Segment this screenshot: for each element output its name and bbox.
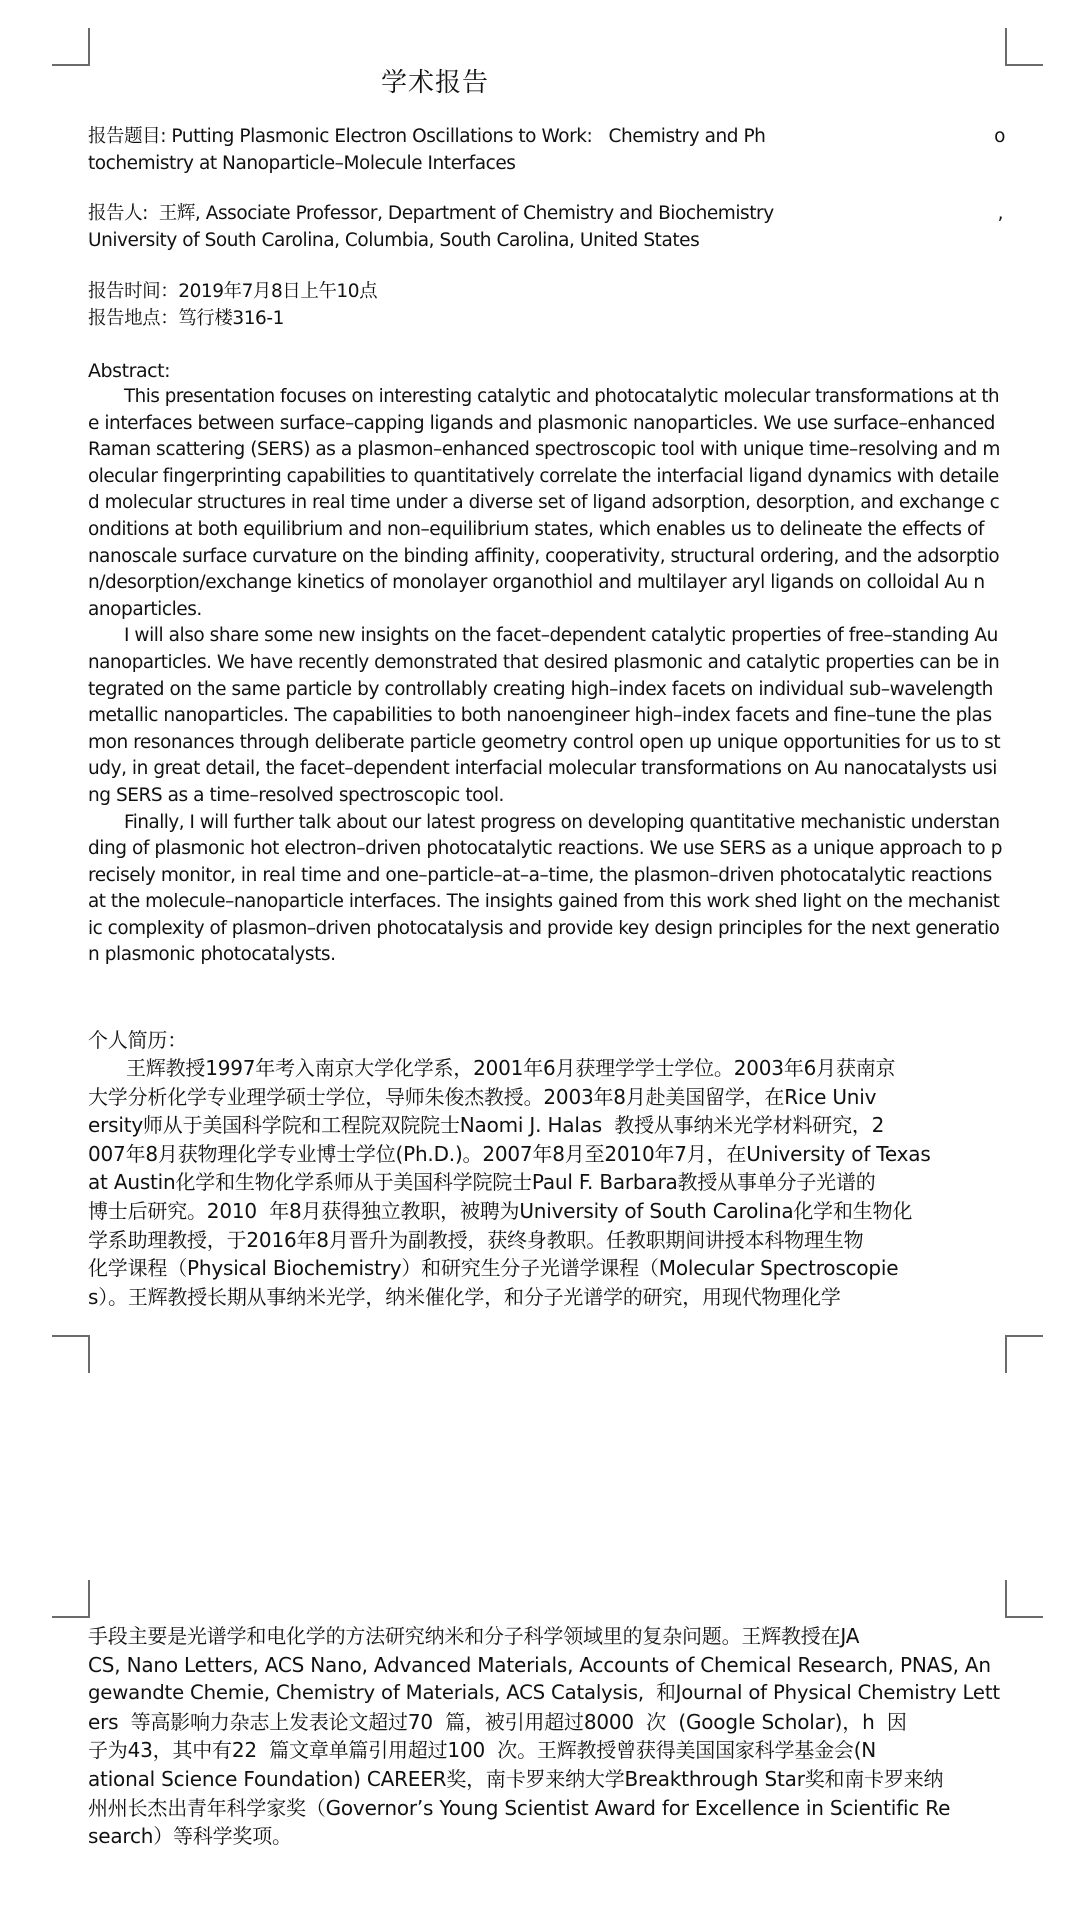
crop-mark-bottom-right (1005, 1335, 1043, 1373)
biography-heading: 个人简历： (88, 1028, 187, 1052)
abstract-line: I will also share some new insights on the facet–dependent catalytic properties of free–standing Au (124, 625, 998, 647)
abstract-line: olecular fingerprinting capabilities to quantitatively correlate the interfacial ligand dynamics with detaile (88, 465, 999, 487)
abstract-line: onditions at both equilibrium and non–equilibrium states, which enables us to delineate the effects of (88, 518, 984, 540)
biography-line: s）。王辉教授长期从事纳米光学，纳米催化学，和分子光谱学的研究，用现代物理化学 (88, 1284, 841, 1309)
abstract-line: metallic nanoparticles. The capabilities to both nanoengineer high–index facets and fine–tune the plas (88, 705, 992, 727)
crop-mark-top-left (52, 1580, 90, 1618)
biography-line: ers 等高影响力杂志上发表论文超过70 篇，被引用超过8000 次 (Google Scholar)，h 因 (88, 1709, 907, 1734)
page-title: 学术报告 (380, 68, 489, 98)
biography-line: ersity师从于美国科学院和工程院双院院士Naomi J. Halas 教授从事纳米光学材料研究，2 (88, 1113, 885, 1138)
report-time: 报告时间：2019年7月8日上午10点 (88, 281, 378, 302)
document-page-2 (0, 1580, 1080, 1920)
topic-line: 报告题目: Putting Plasmonic Electron Oscillations to Work: Chemistry and Ph (88, 126, 766, 147)
biography-line: 子为43，其中有22 篇文章单篇引用超过100 次。王辉教授曾获得美国国家科学基金会(N (88, 1738, 877, 1763)
abstract-paragraph-1 (88, 384, 1005, 623)
biography-line: 大学分析化学专业理学硕士学位，导师朱俊杰教授。2003年8月赴美国留学，在Rice Univ (88, 1084, 877, 1109)
topic-line: tochemistry at Nanoparticle–Molecule Interfaces (88, 152, 516, 174)
abstract-line: at the molecule–nanoparticle interfaces. The insights gained from this work shed light on the mechanist (88, 891, 1000, 913)
abstract-line: recisely monitor, in real time and one–particle–at–a–time, the plasmon–driven photocatalytic reactions (88, 864, 992, 886)
abstract-line: This presentation focuses on interesting catalytic and photocatalytic molecular transformations at th (124, 386, 1000, 407)
speaker-line: 报告人: 王辉, Associate Professor, Department of Chemistry and Biochemistry (88, 203, 774, 224)
abstract-heading: Abstract: (88, 360, 171, 382)
abstract-line: mon resonances through deliberate particle geometry control open up unique opportunities for us to st (88, 731, 1001, 753)
topic-trailing-char: o (994, 126, 1005, 147)
biography-line: 王辉教授1997年考入南京大学化学系，2001年6月获理学学士学位。2003年6月获南京 (126, 1056, 896, 1080)
biography-line: 化学课程（Physical Biochemistry）和研究生分子光谱学课程（Molecular Spectroscopie (88, 1256, 899, 1281)
crop-mark-top-right (1005, 1580, 1043, 1618)
biography-line: search）等科学奖项。 (88, 1824, 292, 1849)
abstract-paragraph-2 (88, 623, 1005, 809)
biography-continued (88, 1622, 1005, 1851)
abstract-line: n plasmonic photocatalysts. (88, 944, 336, 966)
abstract-section (88, 358, 1005, 969)
abstract-line: e interfaces between surface–capping ligands and plasmonic nanoparticles. We use surface–enhanced (88, 412, 995, 434)
abstract-line: n/desorption/exchange kinetics of monolayer organothiol and multilayer aryl ligands on colloidal Au n (88, 572, 985, 594)
crop-mark-top-right (1005, 28, 1043, 66)
speaker-trailing-char: , (997, 203, 1003, 224)
biography-line: CS, Nano Letters, ACS Nano, Advanced Materials, Accounts of Chemical Research, PNAS, An (88, 1652, 991, 1677)
abstract-line: nanoparticles. We have recently demonstrated that desired plasmonic and catalytic properties can be in (88, 651, 1000, 673)
report-time-location (88, 279, 1005, 332)
abstract-paragraph-3 (88, 810, 1005, 970)
abstract-line: ng SERS as a time–resolved spectroscopic tool. (88, 784, 504, 806)
abstract-line: ic complexity of plasmon–driven photocatalysis and provide key design principles for the next generatio (88, 917, 1000, 939)
abstract-line: tegrated on the same particle by controllably creating high–index facets on individual sub–wavelength (88, 678, 993, 700)
biography-line: at Austin化学和生物化学系师从于美国科学院院士Paul F. Barbara教授从事单分子光谱的 (88, 1170, 876, 1195)
crop-mark-bottom-left (52, 1335, 90, 1373)
report-topic (88, 124, 1005, 177)
biography-line: 州州长杰出青年科学家奖（Governor’s Young Scientist Award for Excellence in Scientific Re (88, 1795, 951, 1820)
abstract-line: anoparticles. (88, 598, 202, 620)
biography-line: 007年8月获物理化学专业博士学位(Ph.D.)。2007年8月至2010年7月，在University of Texas (88, 1141, 931, 1166)
speaker-line: University of South Carolina, Columbia, South Carolina, United States (88, 229, 700, 251)
biography-line: ational Science Foundation) CAREER奖，南卡罗来纳大学Breakthrough Star奖和南卡罗来纳 (88, 1766, 944, 1791)
report-speaker (88, 201, 1005, 254)
biography-section (88, 1026, 1005, 1311)
biography-line: gewandte Chemie, Chemistry of Materials, ACS Catalysis, 和Journal of Physical Chemistry Lett (88, 1681, 1000, 1705)
abstract-line: ding of plasmonic hot electron–driven photocatalytic reactions. We use SERS as a unique approach to p (88, 838, 1003, 860)
biography-line: 博士后研究。2010 年8月获得独立教职，被聘为University of South Carolina化学和生物化 (88, 1198, 913, 1223)
abstract-line: nanoscale surface curvature on the binding affinity, cooperativity, structural ordering, and the adsorptio (88, 545, 1000, 567)
biography-line: 学系助理教授，于2016年8月晋升为副教授，获终身教职。任教职期间讲授本科物理生物 (88, 1227, 864, 1252)
report-location: 报告地点：笃行楼316-1 (88, 307, 284, 329)
abstract-line: Finally, I will further talk about our latest progress on developing quantitative mechanistic understan (124, 811, 1000, 833)
biography-line: 手段主要是光谱学和电化学的方法研究纳米和分子科学领域里的复杂问题。王辉教授在JA (88, 1624, 860, 1648)
abstract-line: d molecular structures in real time under a diverse set of ligand adsorption, desorption, and exchange c (88, 492, 1000, 514)
abstract-line: udy, in great detail, the facet–dependent interfacial molecular transformations on Au nanocatalysts usi (88, 758, 997, 780)
crop-mark-top-left (52, 28, 90, 66)
abstract-line: Raman scattering (SERS) as a plasmon–enhanced spectroscopic tool with unique time–resolving and m (88, 439, 1000, 461)
